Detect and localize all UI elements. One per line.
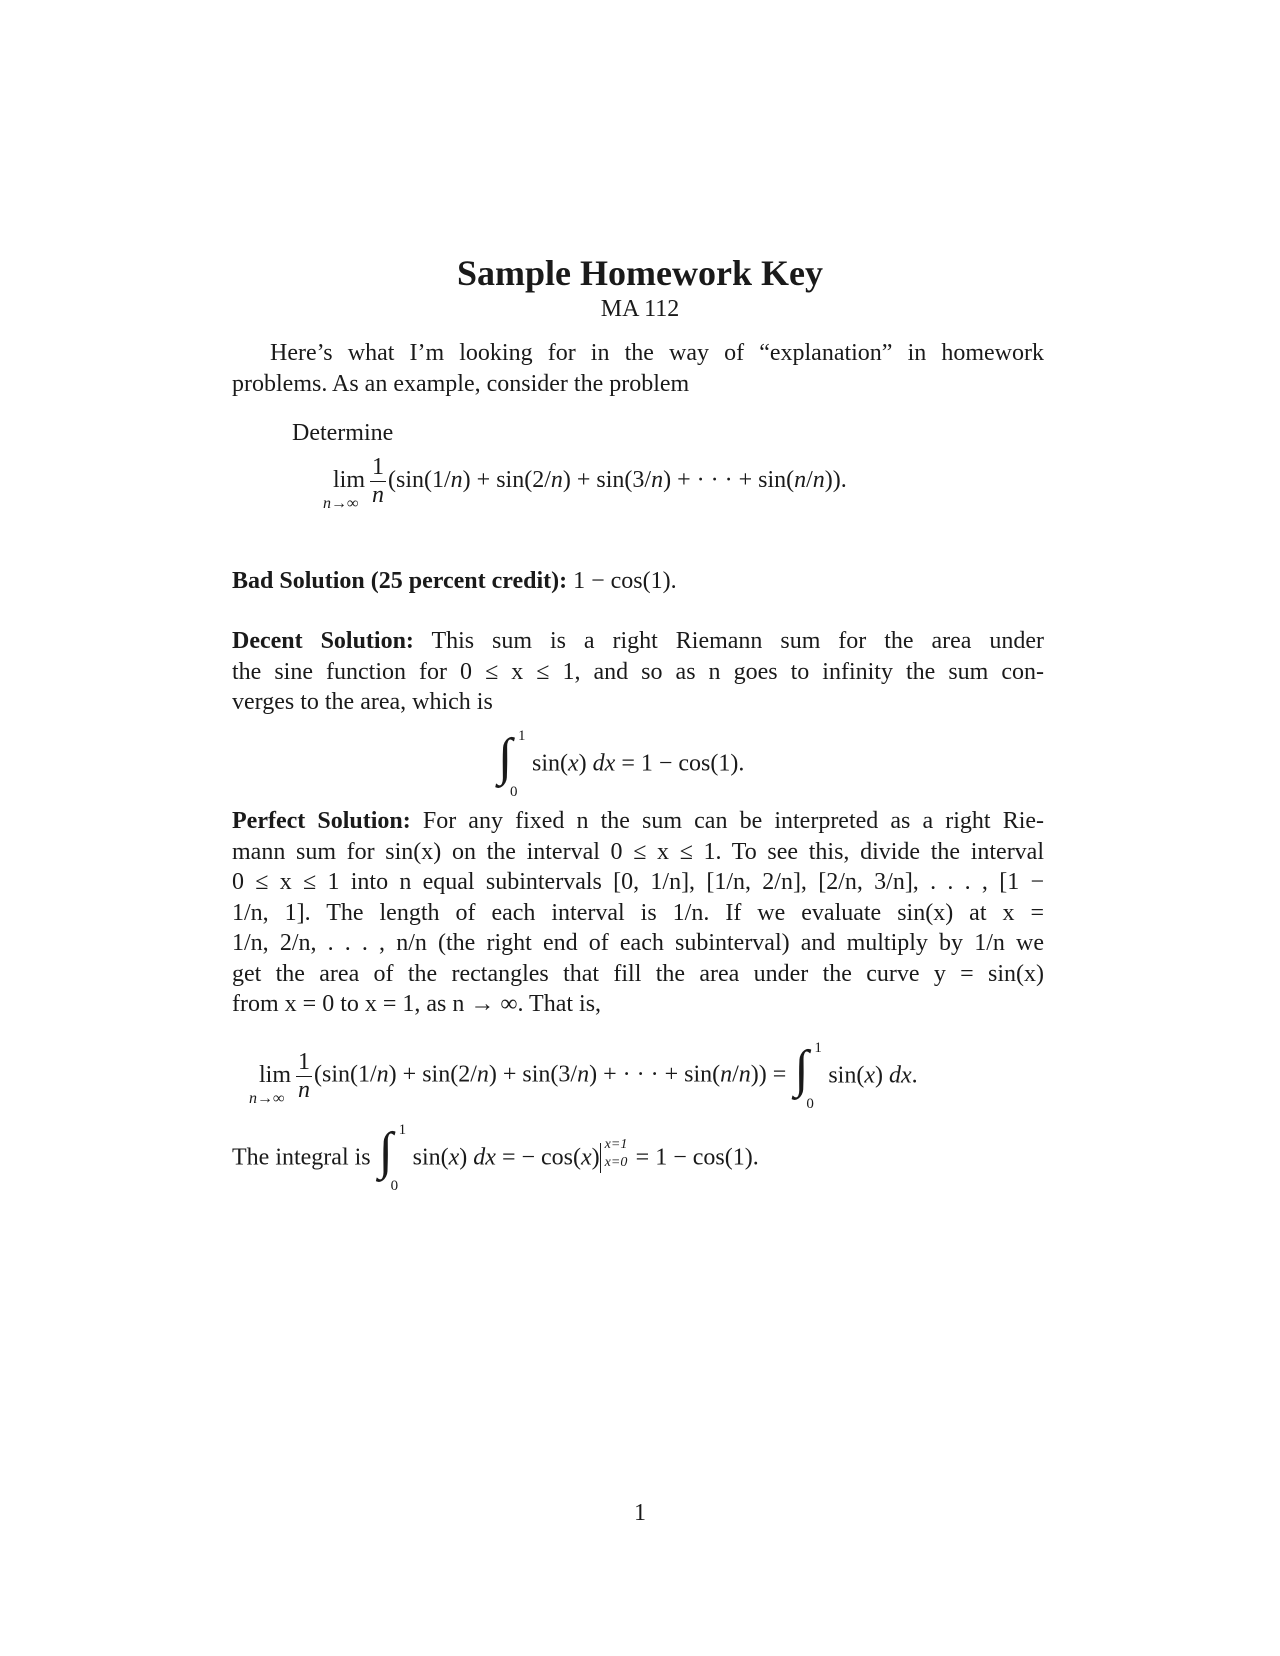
limit-operator: lim n→∞ — [323, 467, 365, 513]
intro-line-2: problems. As an example, consider the problem — [232, 370, 690, 397]
intro-line-1: Here’s what I’m looking for in the way of “explanation” in homework — [270, 340, 1044, 366]
evaluation-bar: x=1 x=0 — [600, 1141, 636, 1175]
bad-solution — [232, 566, 1044, 597]
problem-limit-expression: lim n→∞ $\frac{1}{n}$ (sin(1/n) + sin(2/n) + sin(3/n) + · · · + sin(n/n)). — [323, 454, 847, 513]
integral-sign: ∫ 1 0 — [498, 728, 526, 800]
perfect-solution-line-5: 1/n, 2/n, . . . , n/n (the right end of each subinterval) and multiply by 1/n we — [232, 930, 1044, 956]
perfect-solution-limit-equation: lim n→∞ $\frac{1}{n}$ (sin(1/n) + sin(2/n) + sin(3/n) + · · · + sin(n/n)) = ∫ 1 0 sin(x) dx. — [249, 1040, 918, 1112]
integral-evaluation-label: The integral is — [232, 1144, 371, 1171]
integral-sign: ∫ 1 0 — [794, 1040, 822, 1112]
decent-solution — [232, 626, 1044, 718]
perfect-solution-line-3: 0 ≤ x ≤ 1 into n equal subintervals [0, 1/n], [1/n, 2/n], [2/n, 3/n], . . . , [1 − — [232, 869, 1044, 895]
limit-operator: lim n→∞ — [249, 1061, 291, 1107]
decent-solution-line-3: verges to the area, which is — [232, 689, 493, 715]
fraction-one-over-n: $\frac{1}{n}$ — [298, 1048, 310, 1103]
document-title: Sample Homework Key — [457, 253, 823, 293]
problem-prompt: Determine — [292, 420, 394, 446]
course-code: MA 112 — [600, 296, 680, 322]
perfect-solution-line-4: 1/n, 1]. The length of each interval is 1/n. If we evaluate sin(x) at x = — [232, 899, 1044, 926]
bad-solution-heading: Bad Solution (25 percent credit): — [232, 568, 568, 594]
integral-evaluation: The integral is ∫ 1 0 sin(x) dx = − cos(x) x=1 x=0 = 1 − cos(1). — [232, 1122, 759, 1194]
perfect-solution-heading: Perfect Solution: — [232, 808, 411, 834]
intro-paragraph — [232, 338, 1044, 399]
integral-sign: ∫ 1 0 — [378, 1122, 407, 1194]
bad-solution-answer: 1 − cos(1). — [573, 568, 677, 594]
decent-solution-heading: Decent Solution: — [232, 628, 414, 654]
perfect-solution-line-2: mann sum for sin(x) on the interval 0 ≤ x ≤ 1. To see this, divide the interval — [232, 838, 1044, 865]
decent-solution-line-1: This sum is a right Riemann sum for the area under — [431, 628, 1044, 654]
decent-solution-integral: ∫ 1 0 sin(x) dx = 1 − cos(1). — [498, 728, 745, 800]
fraction-one-over-n: $\frac{1}{n}$ — [372, 454, 384, 508]
perfect-solution-line-7: from x = 0 to x = 1, as n → ∞. That is, — [232, 991, 602, 1017]
perfect-solution — [232, 806, 1044, 1020]
perfect-solution-line-1: For any fixed n the sum can be interpreted as a right Rie- — [422, 808, 1045, 834]
perfect-solution-line-6: get the area of the rectangles that fill the area under the curve y = sin(x) — [232, 960, 1044, 987]
page-number: 1 — [634, 1500, 646, 1526]
decent-solution-line-2: the sine function for 0 ≤ x ≤ 1, and so as n goes to infinity the sum con- — [232, 658, 1044, 685]
